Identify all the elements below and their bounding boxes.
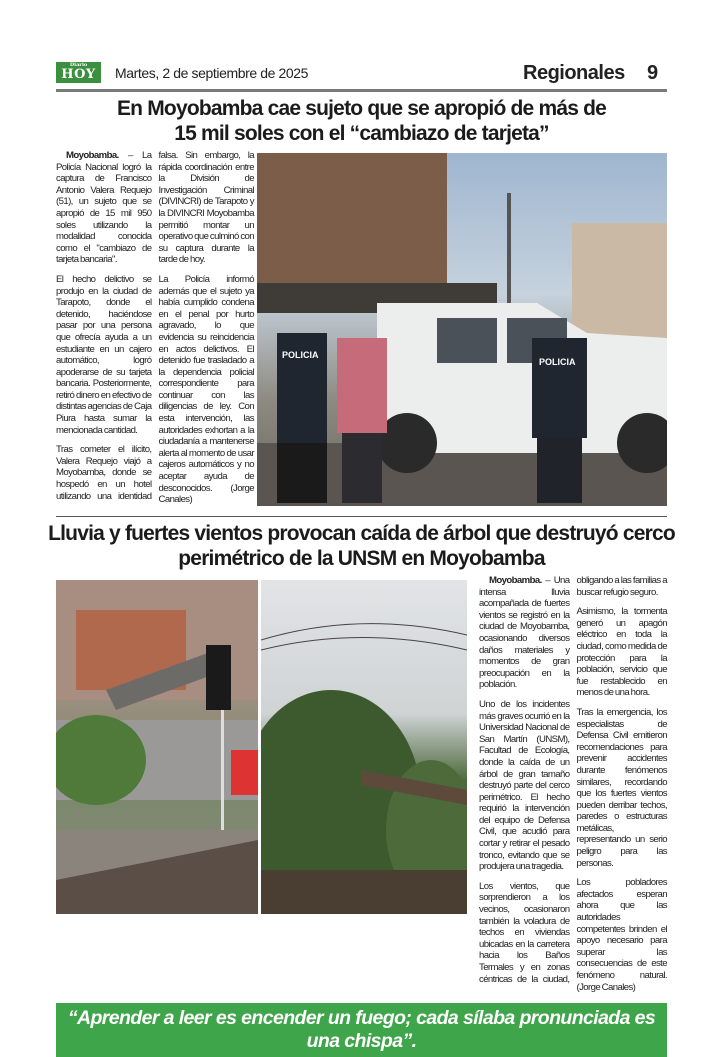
vest-label: POLICIA: [282, 350, 319, 360]
article1-headline: [10, 96, 713, 146]
headline-line: En Moyobamba cae sujeto que se apropió de más de: [116, 97, 607, 120]
diario-hoy-logo: [56, 62, 101, 83]
article1-row: [56, 150, 667, 508]
paragraph: Los pobladores afectados esperan ahora que las autoridades competentes brinden el apoyo necesario para superar las consecuencias de este fenómeno natural. (Jorge Canales): [576, 877, 667, 993]
paragraph-text: – Una intensa lluvia acompañada de fuertes vientos se registró en la ciudad de Moyobamba, ocasionando diversos daños materiales y momentos de gran preocupación en la población.: [479, 575, 570, 691]
storm-damage-photo: [56, 580, 258, 914]
paragraph-text: – La Policía Nacional logró la captura de Francisco Antonio Valera Requejo (51), un sujeto que se apropió de 15 mil 950 soles utilizando la modalidad conocida como el "cambiazo de tarjeta bancaria".: [56, 150, 152, 266]
masthead: [56, 62, 667, 89]
article2-body: [479, 575, 667, 993]
logo-small-text: Diario: [69, 62, 88, 68]
arrest-photo: [257, 153, 667, 506]
logo-big-text: HOY: [61, 67, 96, 82]
paragraph: Tras cometer el ilícito, Valera Requejo viajó a Moyobamba, donde se hospedó en un hotel utilizando una identidad falsa. Sin embargo, la rápida coordinación entre la División de Investigación Criminal (DIVINCRI) de Tarapoto y la DIVINCRI Moyobamba permitió montar un operativo que culminó con su captura durante la tarde de hoy.: [56, 150, 254, 502]
fallen-tree-photo: [261, 580, 467, 914]
paragraph: Uno de los incidentes más graves ocurrió en la Universidad Nacional de San Martín (UNSM), Facultad de Ecología, donde la caída de un árbol de gran tamaño destruyó parte del cerco perimétrico. El hecho requirió la intervención del equipo de Defensa Civil, que acudió para cortar y retirar el pesado tronco, evitando que se produjera una tragedia.: [479, 698, 570, 873]
paragraph: Tras la emergencia, los especialistas de Defensa Civil emitieron recomendaciones para prevenir accidentes durante fenómenos similares, recordando que los fuertes vientos pueden derribar techos, paredes o estructuras metálicas, representando un serio peligro para las personas.: [576, 706, 667, 869]
section-name: Regionales: [523, 62, 625, 84]
article2-row: [56, 575, 667, 993]
page-number: 9: [647, 62, 659, 84]
paragraph: El hecho delictivo se produjo en la ciudad de Tarapoto, donde el detenido, haciéndose pasar por una persona que ofrecía ayuda a un estudiante en un cajero automático, logró apoderarse de su tarjeta bancaria. Posteriormente, retiró dinero en efectivo de distintas agencias de Caja Piura hasta sumar la mencionada cantidad.: [56, 273, 152, 436]
header-rule: [56, 89, 667, 92]
vest-label: POLICIA: [539, 357, 576, 367]
quote-banner: [56, 1003, 667, 1057]
dateline: Moyobamba.: [66, 150, 119, 161]
headline-line: perimétrico de la UNSM en Moyobamba: [178, 547, 545, 571]
paragraph: Los vientos, que sorprendieron a los vecinos, ocasionaron también la voladura de techos en viviendas ubicadas en la carretera hacia los Baños Termales y en zonas céntricas de la ciudad, obligando a las familias a buscar refugio seguro.: [479, 575, 667, 985]
paragraph: [479, 575, 570, 691]
paragraph: Asimismo, la tormenta generó un apagón eléctrico en toda la ciudad, como medida de protección para la población, servicio que fue restablecido en menos de una hora.: [576, 606, 667, 699]
issue-date: Martes, 2 de septiembre de 2025: [115, 65, 309, 81]
headline-line: Lluvia y fuertes vientos provocan caída de árbol que destruyó cerco: [48, 522, 675, 546]
section-divider: [56, 516, 667, 517]
dateline: Moyobamba.: [489, 575, 542, 587]
headline-line: 15 mil soles con el “cambiazo de tarjeta”: [174, 122, 549, 145]
paragraph: La Policía informó además que el sujeto ya había cumplido condena en el penal por hurto agravado, lo que evidencia su reincidencia en actos delictivos. El detenido fue trasladado a la dependencia policial correspondiente para continuar con las diligencias de ley. Con esta intervención, las autoridades exhortan a la ciudadanía a mantenerse alerta al momento de usar cajeros automáticos y no aceptar ayuda de desconocidos. (Jorge Canales): [158, 273, 254, 506]
paragraph: [56, 150, 152, 266]
article2-headline: [10, 521, 713, 571]
quote-text: “Aprender a leer es encender un fuego; cada sílaba pronunciada es una chispa”.: [67, 1007, 656, 1053]
article1-body: [56, 150, 254, 508]
